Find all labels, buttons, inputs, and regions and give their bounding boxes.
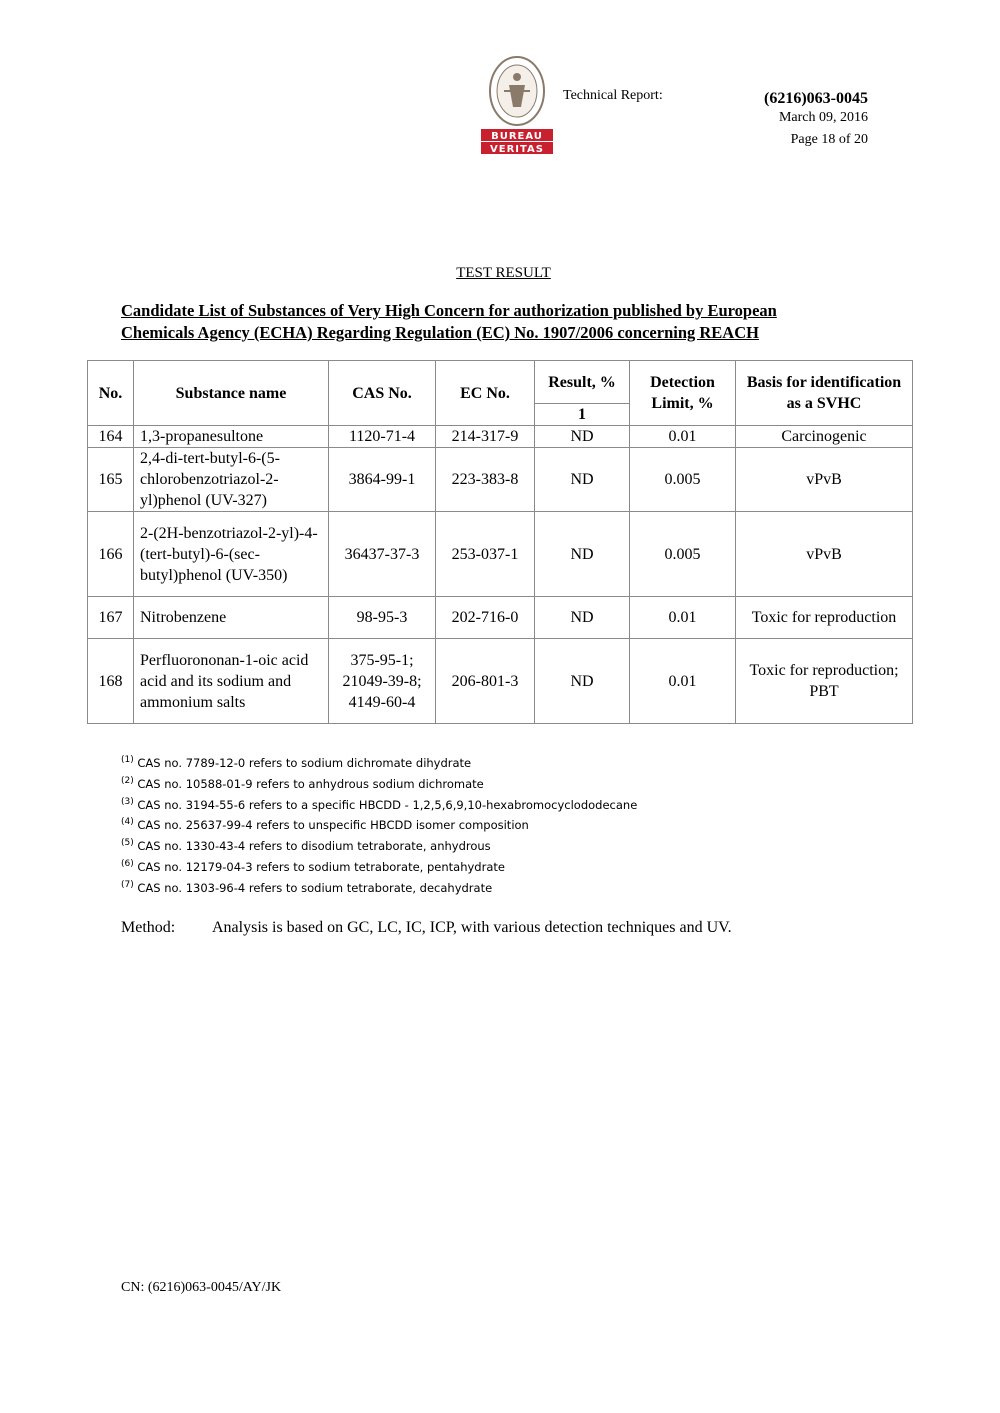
cell-basis: Toxic for reproduction; PBT bbox=[736, 639, 913, 724]
footnote bbox=[121, 772, 637, 793]
cell-basis: Toxic for reproduction bbox=[736, 597, 913, 639]
svg-text:BUREAU: BUREAU bbox=[491, 131, 543, 142]
cell-result: ND bbox=[535, 512, 630, 597]
bureau-veritas-logo bbox=[474, 55, 560, 157]
document-title-line-1: Candidate List of Substances of Very High Concern for authorization published by European bbox=[121, 301, 777, 320]
cell-substance: 2,4-di-tert-butyl-6-(5-chlorobenzotriazol-2-yl)phenol (UV-327) bbox=[134, 448, 329, 512]
header-cas: CAS No. bbox=[329, 361, 436, 426]
cell-result: ND bbox=[535, 448, 630, 512]
table-row bbox=[88, 597, 913, 639]
cell-result: ND bbox=[535, 639, 630, 724]
header-detection-limit: Detection Limit, % bbox=[630, 361, 736, 426]
cell-cas: 3864-99-1 bbox=[329, 448, 436, 512]
footnote-mark: (6) bbox=[121, 859, 134, 870]
page-number: Page 18 of 20 bbox=[790, 132, 868, 147]
svg-text:VERITAS: VERITAS bbox=[490, 144, 544, 155]
footnote-mark: (1) bbox=[121, 755, 134, 765]
method-statement bbox=[121, 919, 732, 937]
footnotes bbox=[121, 751, 637, 897]
cell-substance: 2-(2H-benzotriazol-2-yl)-4-(tert-butyl)-6-(sec-butyl)phenol (UV-350) bbox=[134, 512, 329, 597]
cell-no: 165 bbox=[88, 448, 134, 512]
cell-no: 166 bbox=[88, 512, 134, 597]
control-number: CN: (6216)063-0045/AY/JK bbox=[121, 1280, 282, 1295]
cell-limit: 0.01 bbox=[630, 426, 736, 448]
cell-no: 164 bbox=[88, 426, 134, 448]
cell-limit: 0.005 bbox=[630, 512, 736, 597]
header-ec: EC No. bbox=[436, 361, 535, 426]
header-no: No. bbox=[88, 361, 134, 426]
cell-basis: Carcinogenic bbox=[736, 426, 913, 448]
header-result: Result, % bbox=[535, 361, 630, 404]
footnote-text: CAS no. 3194-55-6 refers to a specific HBCDD - 1,2,5,6,9,10-hexabromocyclododecane bbox=[137, 797, 638, 812]
cell-cas: 36437-37-3 bbox=[329, 512, 436, 597]
table-row bbox=[88, 426, 913, 448]
footnote bbox=[121, 834, 637, 855]
document-title bbox=[121, 300, 901, 344]
cell-result: ND bbox=[535, 426, 630, 448]
footnote-text: CAS no. 1303-96-4 refers to sodium tetraborate, decahydrate bbox=[137, 880, 493, 895]
cell-basis: vPvB bbox=[736, 512, 913, 597]
cell-cas: 1120-71-4 bbox=[329, 426, 436, 448]
cell-substance: 1,3-propanesultone bbox=[134, 426, 329, 448]
cell-cas: 98-95-3 bbox=[329, 597, 436, 639]
footnote-text: CAS no. 7789-12-0 refers to sodium dichromate dihydrate bbox=[137, 755, 472, 770]
table-row bbox=[88, 639, 913, 724]
header-basis: Basis for identification as a SVHC bbox=[736, 361, 913, 426]
cell-ec: 253-037-1 bbox=[436, 512, 535, 597]
table-row bbox=[88, 448, 913, 512]
footnote-mark: (7) bbox=[121, 879, 134, 890]
footnote-text: CAS no. 12179-04-3 refers to sodium tetraborate, pentahydrate bbox=[137, 859, 505, 874]
cell-ec: 214-317-9 bbox=[436, 426, 535, 448]
results-table bbox=[87, 360, 913, 724]
header-result-sub: 1 bbox=[535, 404, 630, 426]
header-substance: Substance name bbox=[134, 361, 329, 426]
footnote-text: CAS no. 1330-43-4 refers to disodium tetraborate, anhydrous bbox=[137, 839, 491, 854]
cell-limit: 0.01 bbox=[630, 639, 736, 724]
cell-no: 167 bbox=[88, 597, 134, 639]
document-title-line-2: Chemicals Agency (ECHA) Regarding Regulation (EC) No. 1907/2006 concerning REACH bbox=[121, 323, 759, 342]
footnote-mark: (5) bbox=[121, 838, 134, 849]
method-label: Method: bbox=[121, 919, 176, 936]
footnote bbox=[121, 751, 637, 772]
footnote bbox=[121, 793, 637, 814]
cell-ec: 206-801-3 bbox=[436, 639, 535, 724]
footnote bbox=[121, 855, 637, 876]
method-text: Analysis is based on GC, LC, IC, ICP, with various detection techniques and UV. bbox=[212, 919, 732, 936]
cell-result: ND bbox=[535, 597, 630, 639]
cell-ec: 223-383-8 bbox=[436, 448, 535, 512]
footnote-mark: (4) bbox=[121, 817, 134, 828]
section-heading: TEST RESULT bbox=[456, 265, 551, 281]
footnote-text: CAS no. 25637-99-4 refers to unspecific HBCDD isomer composition bbox=[137, 818, 529, 833]
footnote-text: CAS no. 10588-01-9 refers to anhydrous sodium dichromate bbox=[137, 776, 484, 791]
cell-cas: 375-95-1; 21049-39-8; 4149-60-4 bbox=[329, 639, 436, 724]
report-date: March 09, 2016 bbox=[778, 110, 868, 125]
cell-limit: 0.005 bbox=[630, 448, 736, 512]
footnote bbox=[121, 876, 637, 897]
report-number: (6216)063-0045 bbox=[764, 90, 868, 107]
cell-substance: Perfluorononan-1-oic acid acid and its sodium and ammonium salts bbox=[134, 639, 329, 724]
cell-no: 168 bbox=[88, 639, 134, 724]
footnote bbox=[121, 813, 637, 834]
cell-basis: vPvB bbox=[736, 448, 913, 512]
technical-report-label: Technical Report: bbox=[563, 88, 663, 103]
table-row bbox=[88, 512, 913, 597]
footnote-mark: (3) bbox=[121, 796, 134, 807]
cell-ec: 202-716-0 bbox=[436, 597, 535, 639]
cell-substance: Nitrobenzene bbox=[134, 597, 329, 639]
cell-limit: 0.01 bbox=[630, 597, 736, 639]
footnote-mark: (2) bbox=[121, 775, 134, 786]
